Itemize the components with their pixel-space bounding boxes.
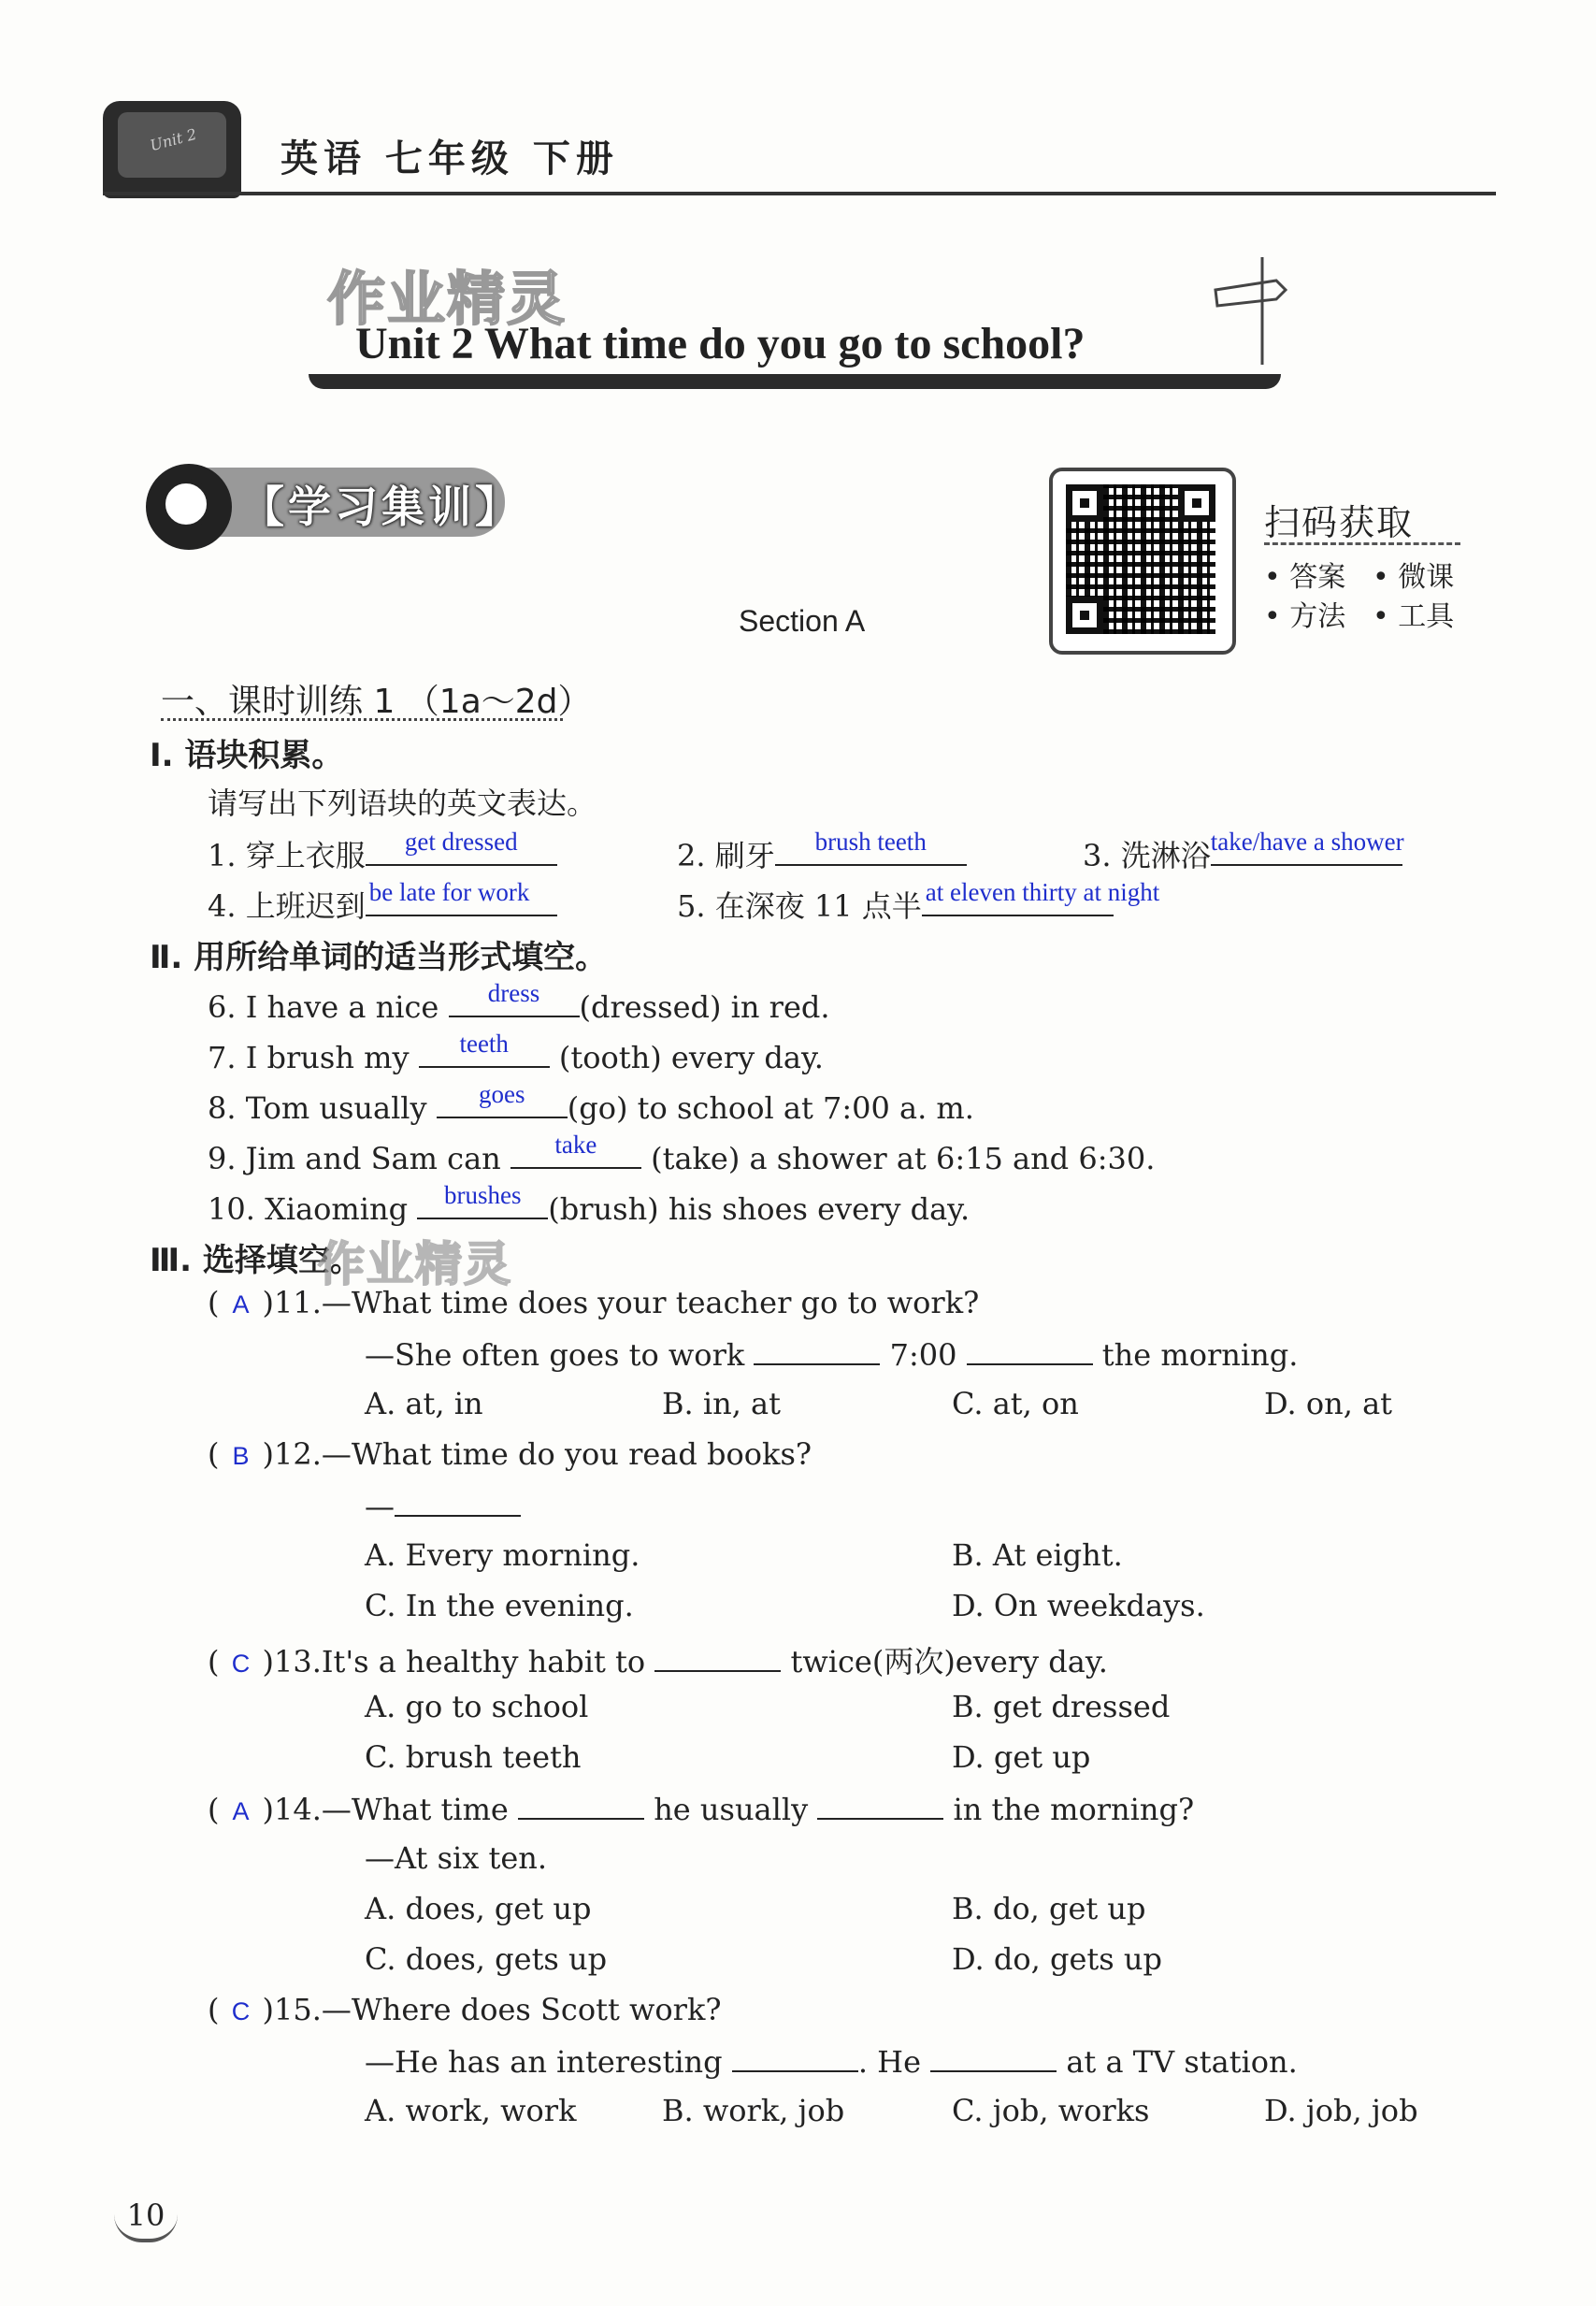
question-12: ( B )12.—What time do you read books?: [208, 1436, 812, 1472]
option: D. job, job: [1264, 2093, 1418, 2128]
question-13: ( C )13.It's a healthy habit to twice(两次)every day.: [208, 1644, 1108, 1679]
watermark-top: 作业精灵: [327, 265, 568, 333]
part1-title: Ⅰ. 语块积累。: [150, 737, 344, 774]
answer-5: at eleven thirty at night: [925, 878, 1160, 906]
fill-item-8: 8. Tom usually goes (go) to school at 7:00 a. m.: [208, 1080, 974, 1126]
header-divider: [103, 192, 1496, 195]
vocab-item-3: 3. 洗淋浴 take/have a shower: [1083, 828, 1404, 873]
page-number: 10: [114, 2198, 178, 2242]
option: D. on, at: [1264, 1386, 1393, 1421]
qr-finder: [1066, 597, 1103, 634]
unit-title-bar: [309, 374, 1281, 389]
section-label: Section A: [739, 604, 866, 638]
option: C. job, works: [952, 2093, 1150, 2128]
question-11-line2: —She often goes to work 7:00 the morning.: [365, 1337, 1299, 1373]
question-15-line2: —He has an interesting . He at a TV station.: [365, 2044, 1298, 2080]
signpost-icon: [1206, 248, 1300, 369]
option: A. work, work: [365, 2093, 577, 2128]
vocab-item-4: 4. 上班迟到 be late for work: [208, 881, 557, 926]
choice-answer-11: A: [232, 1290, 250, 1319]
fill-item-9: 9. Jim and Sam can take (take) a shower at 6:15 and 6:30.: [208, 1131, 1156, 1176]
option: B. At eight.: [952, 1537, 1123, 1573]
part3-title: Ⅲ. 选择填空。: [150, 1242, 362, 1279]
answer-3: take/have a shower: [1210, 828, 1404, 856]
option: C. brush teeth: [365, 1739, 582, 1775]
study-label: 【学习集训】: [241, 482, 522, 532]
scan-item-tool: • 工具: [1373, 600, 1455, 633]
lesson-underline: [161, 718, 563, 721]
answer-4: be late for work: [368, 878, 530, 906]
answer-8: goes: [479, 1080, 525, 1108]
answer-6: dress: [487, 979, 540, 1007]
option: D. get up: [952, 1739, 1091, 1775]
watermark-mid: 作业精灵: [318, 1237, 512, 1291]
answer-9: take: [554, 1131, 597, 1159]
option: A. Every morning.: [365, 1537, 640, 1573]
choice-answer-12: B: [232, 1442, 250, 1470]
vocab-item-2: 2. 刷牙 brush teeth: [677, 830, 967, 875]
vocab-item-1: 1. 穿上衣服 get dressed: [208, 830, 557, 875]
option: C. does, gets up: [365, 1941, 608, 1977]
answer-10: brushes: [444, 1181, 522, 1209]
option: D. On weekdays.: [952, 1588, 1205, 1623]
question-15: ( C )15.—Where does Scott work?: [208, 1992, 722, 2027]
question-14: ( A )14.—What time he usually in the morning?: [208, 1792, 1195, 1827]
scan-item-answer: • 答案: [1264, 561, 1346, 594]
choice-answer-15: C: [231, 1997, 251, 2025]
scan-item-method: • 方法: [1264, 600, 1346, 633]
fill-item-7: 7. I brush my teeth (tooth) every day.: [208, 1030, 824, 1075]
fill-item-6: 6. I have a nice dress (dressed) in red.: [208, 979, 830, 1025]
option: C. In the evening.: [365, 1588, 634, 1623]
unit-title: Unit 2 What time do you go to school?: [355, 319, 1086, 368]
question-11: ( A )11.—What time does your teacher go to work?: [208, 1285, 980, 1320]
choice-answer-13: C: [231, 1650, 251, 1678]
question-14-line2: —At six ten.: [365, 1840, 548, 1876]
tv-label: Unit 2: [148, 124, 199, 155]
question-12-line2: —: [365, 1487, 521, 1524]
option: B. in, at: [662, 1386, 781, 1421]
option: B. work, job: [662, 2093, 845, 2128]
choice-answer-14: A: [232, 1797, 250, 1825]
answer-1: get dressed: [404, 828, 518, 856]
part2-title: Ⅱ. 用所给单词的适当形式填空。: [150, 939, 608, 976]
lesson-heading: 一、课时训练 1 （1a～2d）: [161, 683, 592, 721]
book-title: 英语 七年级 下册: [280, 137, 619, 180]
qr-finder: [1066, 484, 1103, 522]
answer-2: brush teeth: [814, 828, 927, 856]
option: A. at, in: [365, 1386, 483, 1421]
option: B. do, get up: [952, 1891, 1146, 1926]
fill-item-10: 10. Xiaoming brushes (brush) his shoes every day.: [208, 1181, 971, 1227]
answer-7: teeth: [459, 1030, 509, 1058]
scan-title: 扫码获取: [1264, 502, 1415, 543]
qr-finder: [1178, 484, 1215, 522]
option: A. does, get up: [365, 1891, 592, 1926]
part1-instruction: 请写出下列语块的英文表达。: [208, 785, 597, 821]
option: B. get dressed: [952, 1689, 1171, 1724]
scan-item-lesson: • 微课: [1373, 561, 1455, 594]
scan-divider: [1264, 542, 1460, 545]
vocab-item-5: 5. 在深夜 11 点半 at eleven thirty at night: [677, 878, 1160, 924]
option: C. at, on: [952, 1386, 1079, 1421]
option: A. go to school: [365, 1689, 589, 1724]
option: D. do, gets up: [952, 1941, 1162, 1977]
magnifier-lens: [161, 479, 211, 529]
